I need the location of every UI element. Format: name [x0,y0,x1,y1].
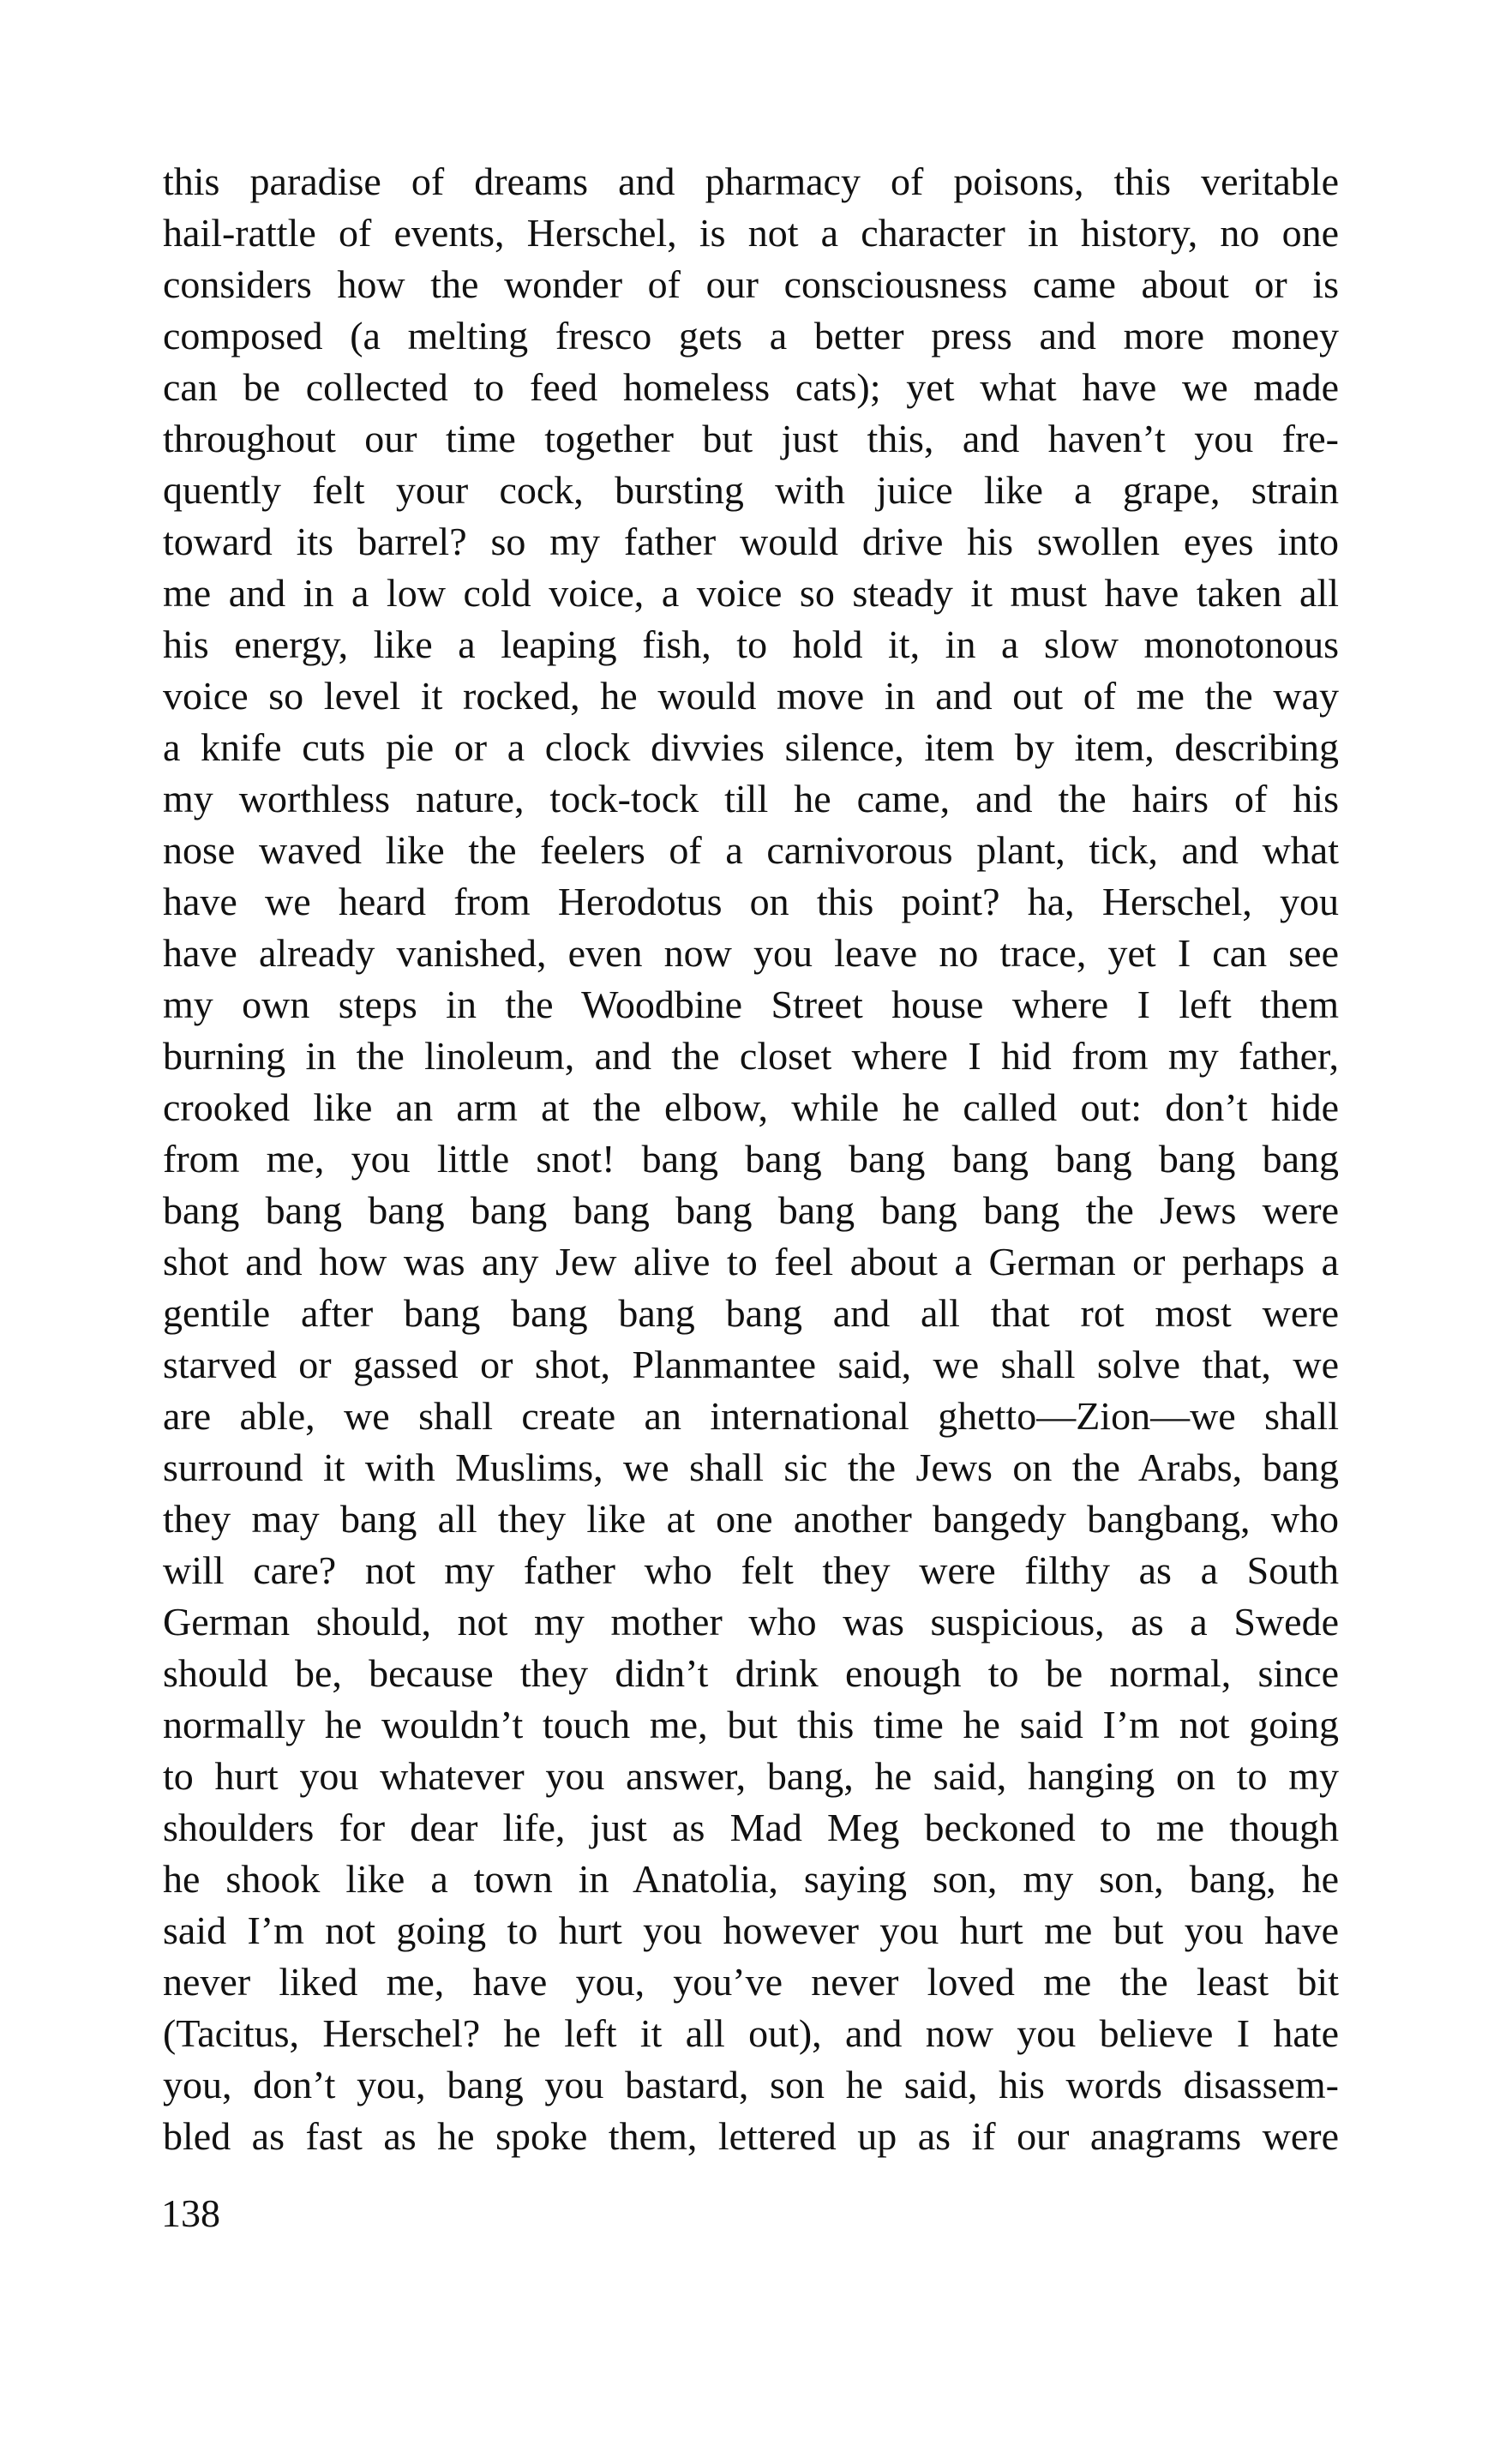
text-line: this paradise of dreams and pharmacy of poisons, this veritable [163,159,1339,203]
text-line: he shook like a town in Anatolia, saying son, my son, bang, he [163,1857,1339,1901]
text-line: starved or gassed or shot, Planmantee said, we shall solve that, we [163,1343,1339,1386]
text-line: should be, because they didn’t drink enough to be normal, since [163,1651,1339,1695]
text-line: you, don’t you, bang you bastard, son he said, his words disassem- [163,2063,1339,2106]
text-line: can be collected to feed homeless cats); yet what have we made [163,365,1339,409]
body-text [163,156,1339,2162]
text-line: (Tacitus, Herschel? he left it all out), and now you believe I hate [163,2011,1339,2055]
text-line: surround it with Muslims, we shall sic the Jews on the Arabs, bang [163,1445,1339,1489]
text-line: shoulders for dear life, just as Mad Meg beckoned to me though [163,1806,1339,1849]
page-number: 138 [161,2191,220,2235]
text-line: shot and how was any Jew alive to feel about a German or perhaps a [163,1240,1339,1283]
text-line: gentile after bang bang bang bang and all that rot most were [163,1291,1339,1335]
text-line: they may bang all they like at one another bangedy bangbang, who [163,1497,1339,1541]
text-line: composed (a melting fresco gets a better press and more money [163,314,1339,358]
text-line: my worthless nature, tock-tock till he came, and the hairs of his [163,777,1339,820]
text-line: burning in the linoleum, and the closet where I hid from my father, [163,1034,1339,1078]
text-line: from me, you little snot! bang bang bang bang bang bang bang [163,1137,1339,1181]
text-line: considers how the wonder of our consciousness came about or is [163,262,1339,306]
text-line: are able, we shall create an international ghetto—Zion—we shall [163,1394,1339,1438]
text-line: toward its barrel? so my father would drive his swollen eyes into [163,520,1339,563]
text-line: hail-rattle of events, Herschel, is not a character in history, no one [163,211,1339,255]
text-line: to hurt you whatever you answer, bang, he said, hanging on to my [163,1754,1339,1798]
text-line: have already vanished, even now you leave no trace, yet I can see [163,931,1339,975]
text-line: will care? not my father who felt they were filthy as a South [163,1548,1339,1592]
text-line: crooked like an arm at the elbow, while he called out: don’t hide [163,1085,1339,1129]
text-line: bang bang bang bang bang bang bang bang bang the Jews were [163,1188,1339,1232]
text-line: said I’m not going to hurt you however you hurt me but you have [163,1908,1339,1952]
text-line: never liked me, have you, you’ve never loved me the least bit [163,1960,1339,2004]
text-line: a knife cuts pie or a clock divvies silence, item by item, describing [163,725,1339,769]
text-line: voice so level it rocked, he would move in and out of me the way [163,674,1339,718]
text-line: his energy, like a leaping fish, to hold it, in a slow monotonous [163,622,1339,666]
text-line: have we heard from Herodotus on this point? ha, Herschel, you [163,880,1339,923]
text-line: me and in a low cold voice, a voice so steady it must have taken all [163,571,1339,615]
text-line: quently felt your cock, bursting with juice like a grape, strain [163,468,1339,512]
text-line: German should, not my mother who was suspicious, as a Swede [163,1600,1339,1644]
text-line: my own steps in the Woodbine Street house where I left them [163,983,1339,1026]
text-line: bled as fast as he spoke them, lettered up as if our anagrams were [163,2114,1339,2158]
text-line: throughout our time together but just this, and haven’t you fre- [163,417,1339,460]
text-line: normally he wouldn’t touch me, but this time he said I’m not going [163,1703,1339,1746]
text-line: nose waved like the feelers of a carnivorous plant, tick, and what [163,828,1339,872]
